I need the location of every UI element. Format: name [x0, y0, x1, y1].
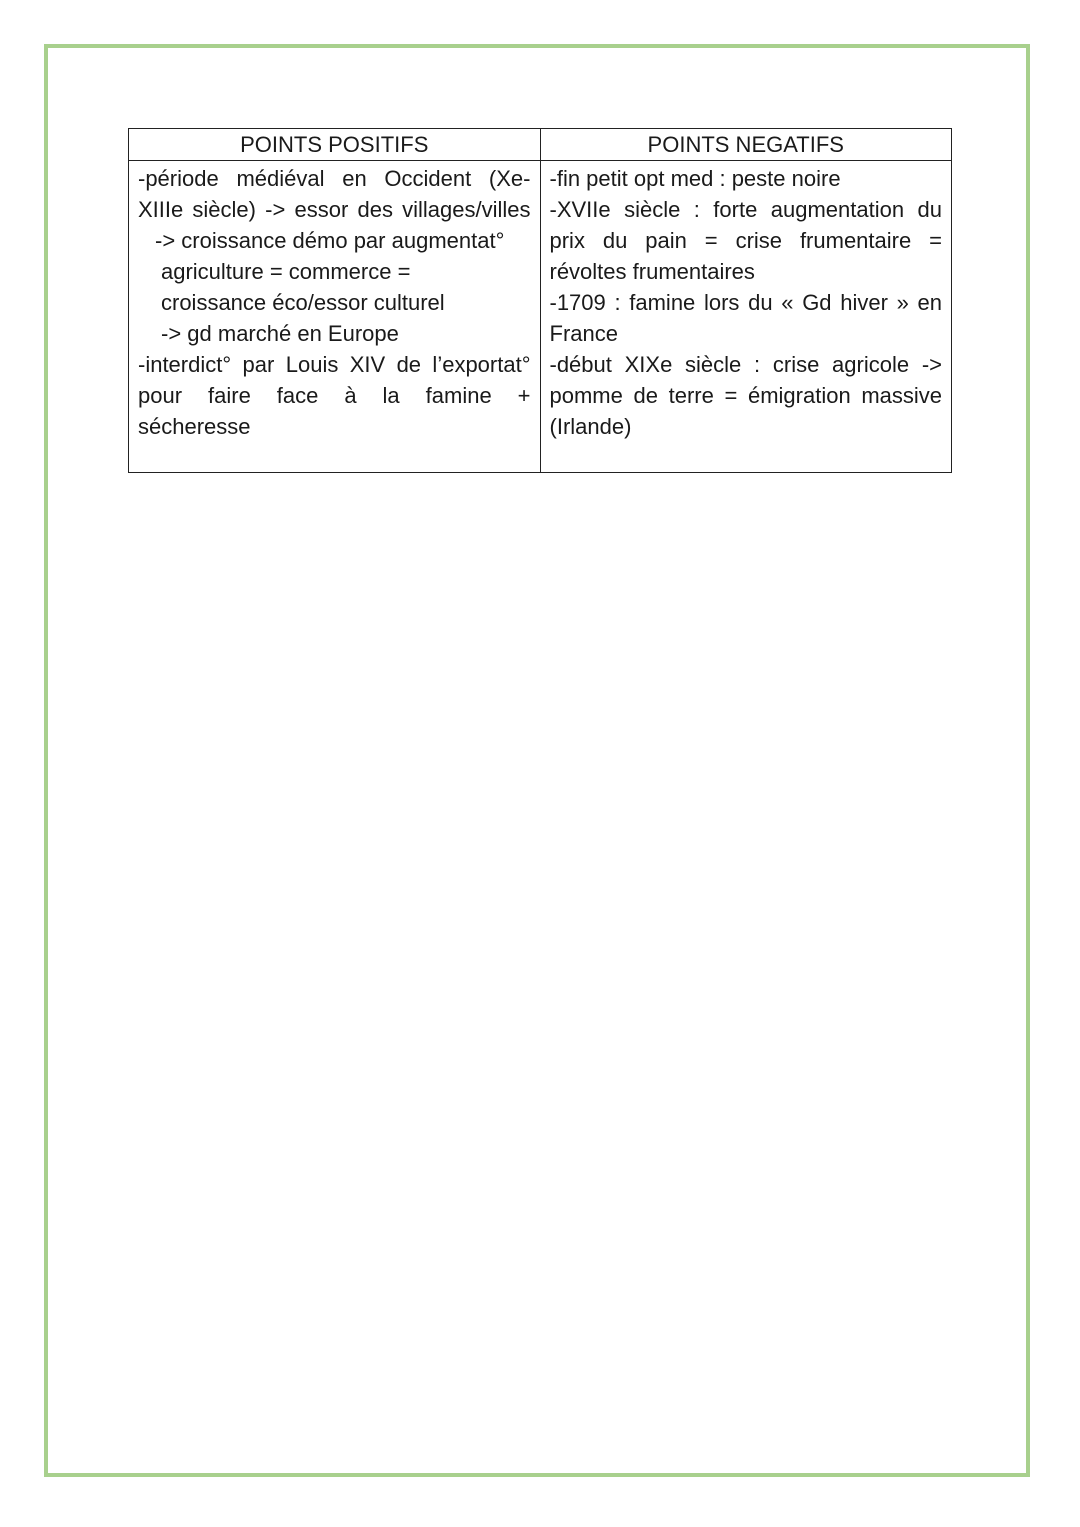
positive-line: -> croissance démo par augmentat°: [155, 228, 505, 253]
positive-line: agriculture = commerce =: [161, 259, 411, 284]
positive-line: croissance éco/essor culturel: [161, 290, 445, 315]
negative-line: France: [549, 321, 618, 346]
negative-line: -XVIIe siècle : forte augmentation du: [549, 197, 942, 222]
comparison-table: [128, 128, 952, 473]
negative-line: prix du pain = crise frumentaire =: [549, 228, 942, 253]
positive-line: XIIIe siècle) -> essor des villages/villes: [138, 197, 531, 222]
positive-line: -période médiéval en Occident (Xe-: [138, 166, 531, 191]
negative-line: (Irlande): [549, 414, 632, 439]
positive-line: pour faire face à la famine +: [138, 383, 531, 408]
negative-line: -1709 : famine lors du « Gd hiver » en: [549, 290, 942, 315]
negative-line: -début XIXe siècle : crise agricole ->: [549, 352, 942, 377]
negative-points-cell: [540, 161, 952, 473]
positive-line: -> gd marché en Europe: [161, 321, 399, 346]
negative-line: -fin petit opt med : peste noire: [549, 166, 841, 191]
table-header-row: [129, 129, 952, 161]
header-negative: POINTS NEGATIFS: [540, 129, 952, 161]
positive-points-cell: [129, 161, 541, 473]
table-row: [129, 161, 952, 473]
positive-line: sécheresse: [138, 414, 251, 439]
negative-line: pomme de terre = émigration massive: [549, 383, 942, 408]
negative-line: révoltes frumentaires: [549, 259, 755, 284]
positive-line: -interdict° par Louis XIV de l’exportat°: [138, 352, 531, 377]
header-positive: POINTS POSITIFS: [129, 129, 541, 161]
